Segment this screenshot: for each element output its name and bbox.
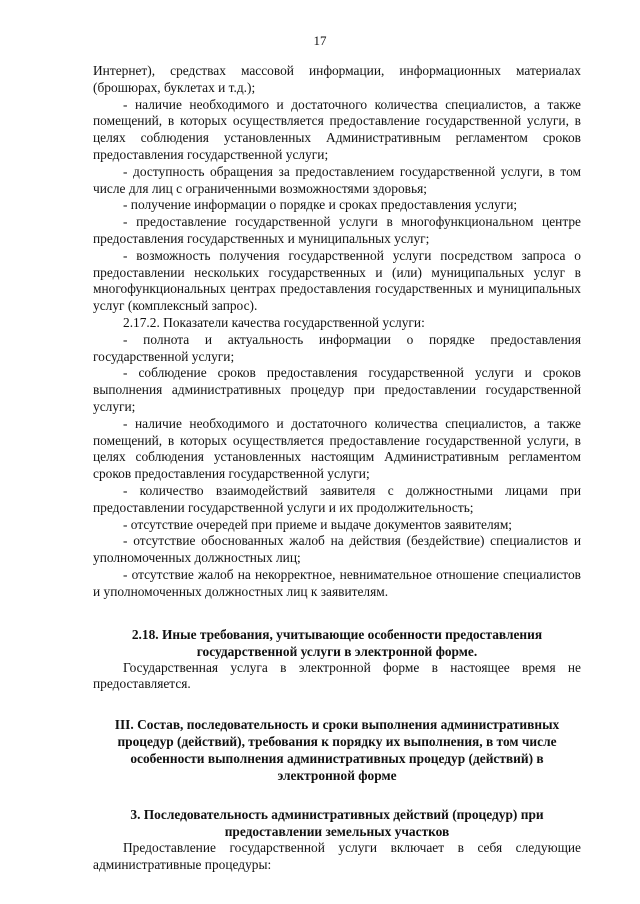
chapter-heading: III. Состав, последовательность и сроки выполнения административных процедур (действий), требования к порядку их выполнения, в том числе особенности выполнения административных процедур (действий) в электронной форме — [114, 717, 560, 784]
paragraph: Предоставление государственной услуги включает в себя следующие административные процедуры: — [93, 840, 581, 872]
subsection-title: 2.17.2. Показатели качества государственной услуги: — [123, 314, 425, 330]
list-item: - наличие необходимого и достаточного количества специалистов, а также помещений, в которых осуществляется предоставление государственной услуги, в целях соблюдения установленных Административным регламентом сроков предоставления государственной услуги; — [93, 96, 581, 162]
page-number: 17 — [313, 33, 327, 48]
paragraph: Интернет), средствах массовой информации, информационных материалах (брошюрах, буклетах и т.д.); — [93, 63, 581, 95]
list-item: - отсутствие обоснованных жалоб на действия (бездействие) специалистов и уполномоченных должностных лиц; — [93, 533, 581, 566]
list-item: - предоставление государственной услуги в многофункциональном центре предоставления государственных и муниципальных услуг; — [93, 214, 581, 246]
page-content — [93, 63, 581, 874]
list-item: - наличие необходимого и достаточного количества специалистов, а также помещений, в которых осуществляется предоставление государственной услуги, в целях соблюдения установленных настоящим Административным регламентом сроков предоставления государственной услуги; — [93, 415, 581, 482]
list-item: - соблюдение сроков предоставления государственной услуги и сроков выполнения административных процедур при предоставлении государственной услуги; — [93, 365, 581, 414]
list-item: - количество взаимодействий заявителя с должностными лицами при предоставлении государственной услуги и их продолжительность; — [93, 482, 581, 515]
list-item: - возможность получения государственной услуги посредством запроса о предоставлении нескольких государственных и (или) муниципальных услуг в многофункциональных центрах предоставления государственных и муниципальных услуг (комплексный запрос). — [93, 247, 581, 314]
list-item: - полнота и актуальность информации о порядке предоставления государственной услуги; — [93, 331, 581, 364]
list-item: - получение информации о порядке и сроках предоставления услуги; — [123, 197, 518, 213]
list-item: - отсутствие очередей при приеме и выдаче документов заявителям; — [123, 516, 513, 532]
paragraph: Государственная услуга в электронной форме в настоящее время не предоставляется. — [93, 659, 581, 692]
list-item: - отсутствие жалоб на некорректное, невнимательное отношение специалистов и уполномоченных должностных лиц к заявителям. — [93, 566, 581, 599]
section-heading: 2.18. Иные требования, учитывающие особенности предоставления государственной услуги в электронной форме. — [131, 626, 543, 659]
list-item: - доступность обращения за предоставлением государственной услуги, в том числе для лиц с ограниченными возможностями здоровья; — [93, 163, 581, 196]
section-heading: 3. Последовательность административных действий (процедур) при предоставлении земельных участков — [130, 807, 544, 840]
